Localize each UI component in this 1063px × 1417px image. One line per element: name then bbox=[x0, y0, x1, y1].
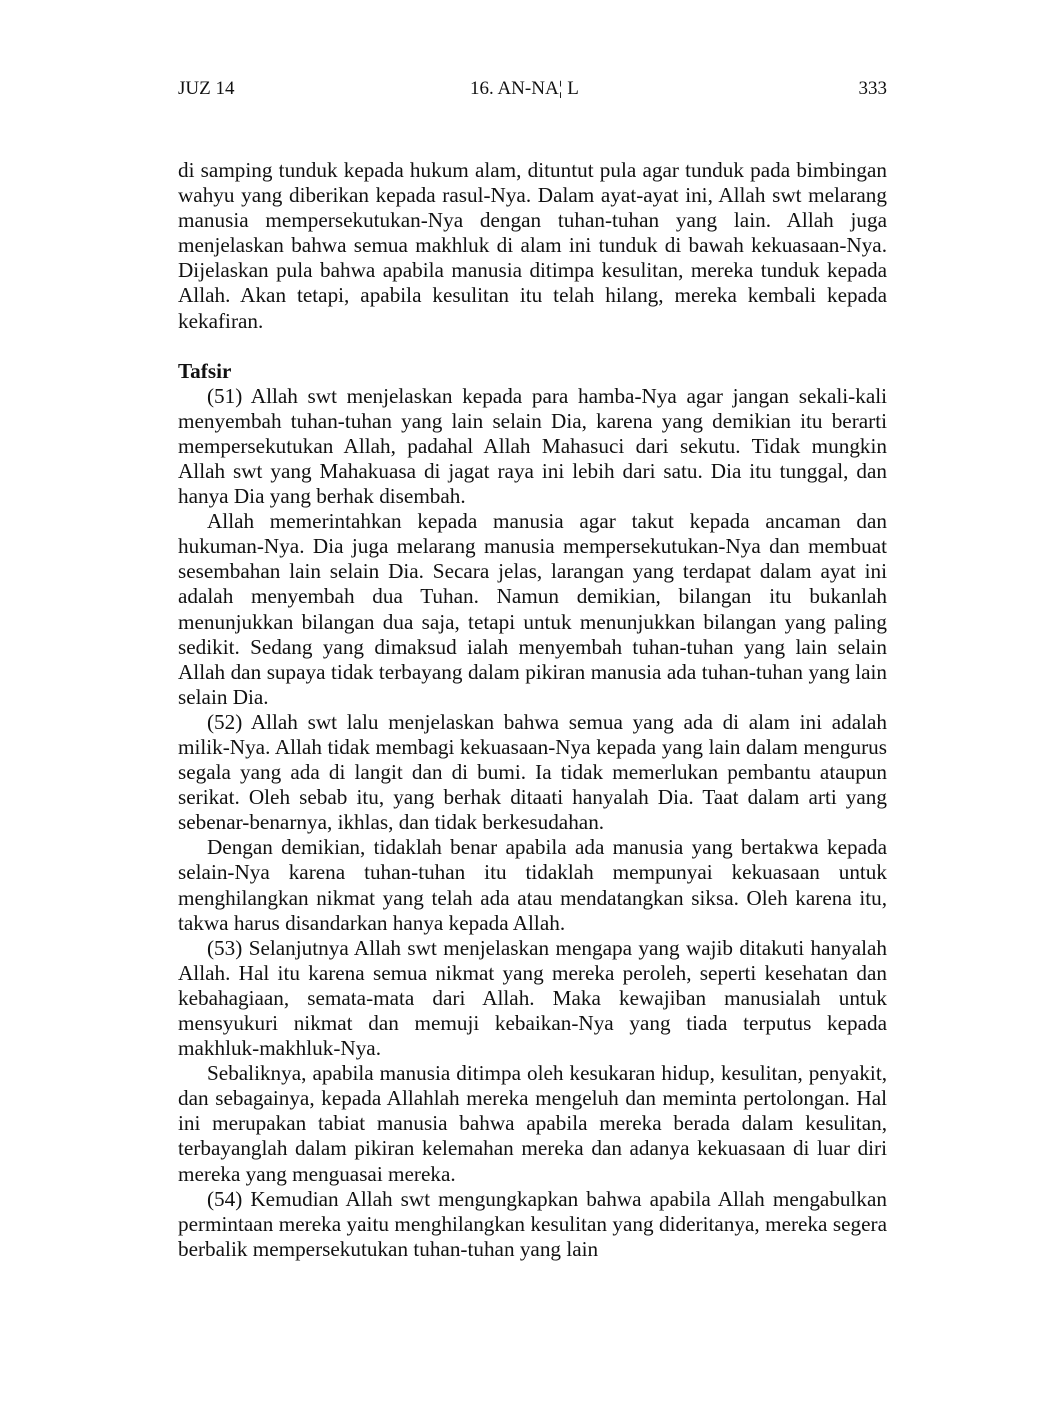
juz-label: JUZ 14 bbox=[178, 78, 235, 99]
paragraph-53: (53) Selanjutnya Allah swt menjelaskan mengapa yang wajib ditakuti hanyalah Allah. Hal itu karena semua nikmat yang mereka peroleh, seperti kesehatan dan kebahagiaan, semata-mata dari Allah. Maka kewajiban manusialah untuk mensyukuri nikmat dan memuji kebaikan-Nya yang tiada terputus kepada makhluk-makhluk-Nya. bbox=[178, 935, 887, 1061]
paragraph-51-continued: Allah memerintahkan kepada manusia agar takut kepada ancaman dan hukuman-Nya. Dia juga melarang manusia mempersekutukan-Nya dan membuat sesembahan lain selain Dia. Secara jelas, larangan yang terdapat dalam ayat ini adalah menyembah dua Tuhan. Namun demikian, bilangan itu bukanlah menunjukkan bilangan dua saja, tetapi untuk menunjukkan bilangan yang paling sedikit. Sedang yang dimaksud ialah menyembah tuhan-tuhan yang lain selain Allah dan supaya tidak terbayang dalam pikiran manusia ada tuhan-tuhan yang lain selain Dia. bbox=[178, 509, 887, 709]
running-header bbox=[178, 76, 887, 102]
page-number: 333 bbox=[858, 78, 887, 99]
section-heading-tafsir: Tafsir bbox=[178, 358, 232, 383]
paragraph-52-continued: Dengan demikian, tidaklah benar apabila ada manusia yang bertakwa kepada selain-Nya karena tuhan-tuhan itu tidaklah mempunyai kekuasaan untuk menghilangkan nikmat yang telah ada atau mendatangkan siksa. Oleh karena itu, takwa harus disandarkan hanya kepada Allah. bbox=[178, 835, 887, 935]
paragraph-54: (54) Kemudian Allah swt mengungkapkan bahwa apabila Allah mengabulkan permintaan mereka yaitu menghilangkan kesulitan yang dideritanya, mereka segera berbalik mempersekutukan tuhan-tuhan yang lain bbox=[178, 1186, 887, 1261]
surah-title: 16. AN-NA¦ L bbox=[470, 78, 579, 99]
paragraph-52: (52) Allah swt lalu menjelaskan bahwa semua yang ada di alam ini adalah milik-Nya. Allah tidak membagi kekuasaan-Nya kepada yang lain dalam mengurus segala yang ada di langit dan di bumi. Ia tidak memerlukan pembantu ataupun serikat. Oleh sebab itu, yang berhak ditaati hanyalah Dia. Taat dalam arti yang sebenar-benarnya, ikhlas, dan tidak berkesudahan. bbox=[178, 709, 887, 835]
intro-paragraph: di samping tunduk kepada hukum alam, dituntut pula agar tunduk pada bimbingan wahyu yang diberikan kepada rasul-Nya. Dalam ayat-ayat ini, Allah swt melarang manusia mempersekutukan-Nya dengan tuhan-tuhan yang lain. Allah juga menjelaskan bahwa semua makhluk di alam ini tunduk di bawah kekuasaan-Nya. Dijelaskan pula bahwa apabila manusia ditimpa kesulitan, mereka tunduk kepada Allah. Akan tetapi, apabila kesulitan itu telah hilang, mereka kembali kepada kekafiran. bbox=[178, 158, 887, 333]
paragraph-53-continued: Sebaliknya, apabila manusia ditimpa oleh kesukaran hidup, kesulitan, penyakit, dan sebagainya, kepada Allahlah mereka mengeluh dan meminta pertolongan. Hal ini merupakan tabiat manusia bahwa apabila mereka berada dalam kesulitan, terbayanglah dalam pikiran kelemahan mereka dan adanya kekuasaan di luar diri mereka yang menguasai mereka. bbox=[178, 1061, 887, 1186]
body-text bbox=[178, 158, 887, 1262]
paragraph-51: (51) Allah swt menjelaskan kepada para hamba-Nya agar jangan sekali-kali menyembah tuhan-tuhan yang lain selain Dia, karena yang demikian itu berarti mempersekutukan Allah, padahal Allah Mahasuci dari sekutu. Tidak mungkin Allah swt yang Mahakuasa di jagat raya ini lebih dari satu. Dia itu tunggal, dan hanya Dia yang berhak disembah. bbox=[178, 383, 887, 509]
